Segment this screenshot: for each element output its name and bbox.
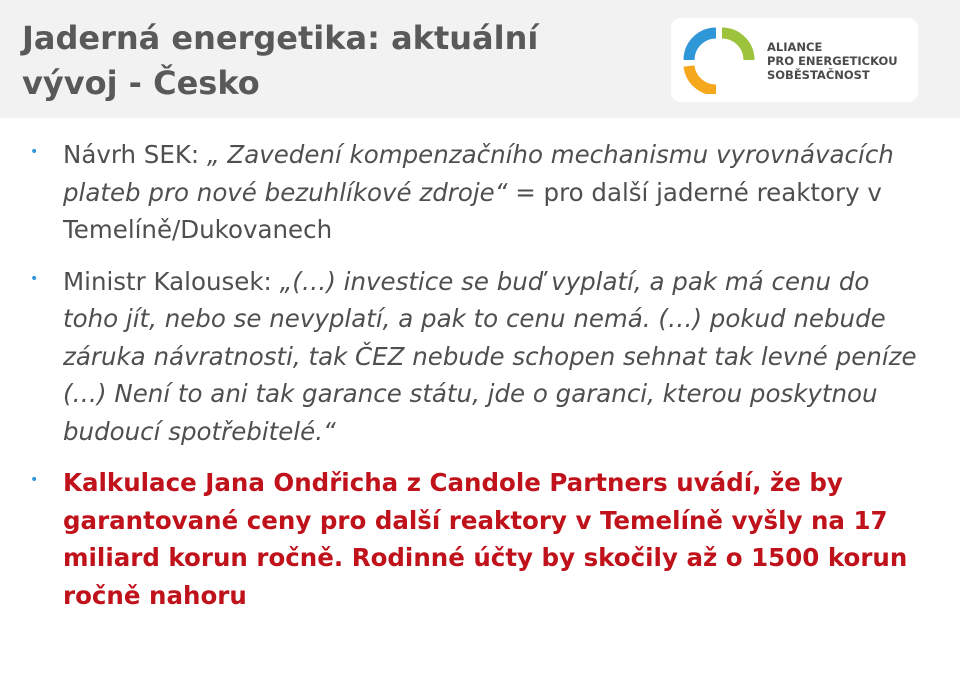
alliance-logo <box>671 18 918 102</box>
bullet-tail: = pro další jaderné reaktory v Temelíně/Dukovanech <box>63 177 882 244</box>
bullet-dot-icon: • <box>30 144 39 160</box>
bullet-dot-icon: • <box>30 270 39 287</box>
title-line-1: Jaderná energetika: aktuální <box>22 19 539 57</box>
title-line-2: vývoj - Česko <box>22 64 260 102</box>
bullet-text <box>63 136 930 249</box>
logo-line-2: PRO ENERGETICKOU <box>767 54 898 68</box>
bullet-highlight-text: Kalkulace Jana Ondřicha z Candole Partners uvádí, že by garantované ceny pro další reaktory v Temelíně vyšly na 17 miliard korun ročně. Rodinné účty by skočily až o 1500 korun ročně nahoru <box>63 468 908 610</box>
list-item <box>30 136 930 249</box>
bullet-list <box>30 136 930 628</box>
slide-title <box>22 16 642 106</box>
logo-line-1: ALIANCE <box>767 40 823 54</box>
bullet-label: Návrh SEK: <box>63 140 207 169</box>
bullet-dot-icon: • <box>30 472 39 488</box>
alliance-logo-icon <box>679 26 757 94</box>
bullet-quote: „ Zavedení kompenzačního mechanismu vyrovnávacích plateb pro nové bezuhlíkové zdroje“ <box>63 140 894 207</box>
bullet-label: Ministr Kalousek: <box>63 266 280 296</box>
list-item <box>30 464 930 614</box>
bullet-text <box>63 263 930 451</box>
alliance-logo-text <box>767 40 898 82</box>
logo-line-3: SOBĚSTAČNOST <box>767 68 870 82</box>
list-item <box>30 263 930 451</box>
bullet-quote: „(…) investice se buď vyplatí, a pak má cenu do toho jít, nebo se nevyplatí, a pak to cenu nemá. (…) pokud nebude záruka návratnosti, tak ČEZ nebude schopen sehnat tak levné peníze (…) Není to ani tak garance státu, jde o garanci, kterou poskytnou budoucí spotřebitelé.“ <box>63 266 917 446</box>
